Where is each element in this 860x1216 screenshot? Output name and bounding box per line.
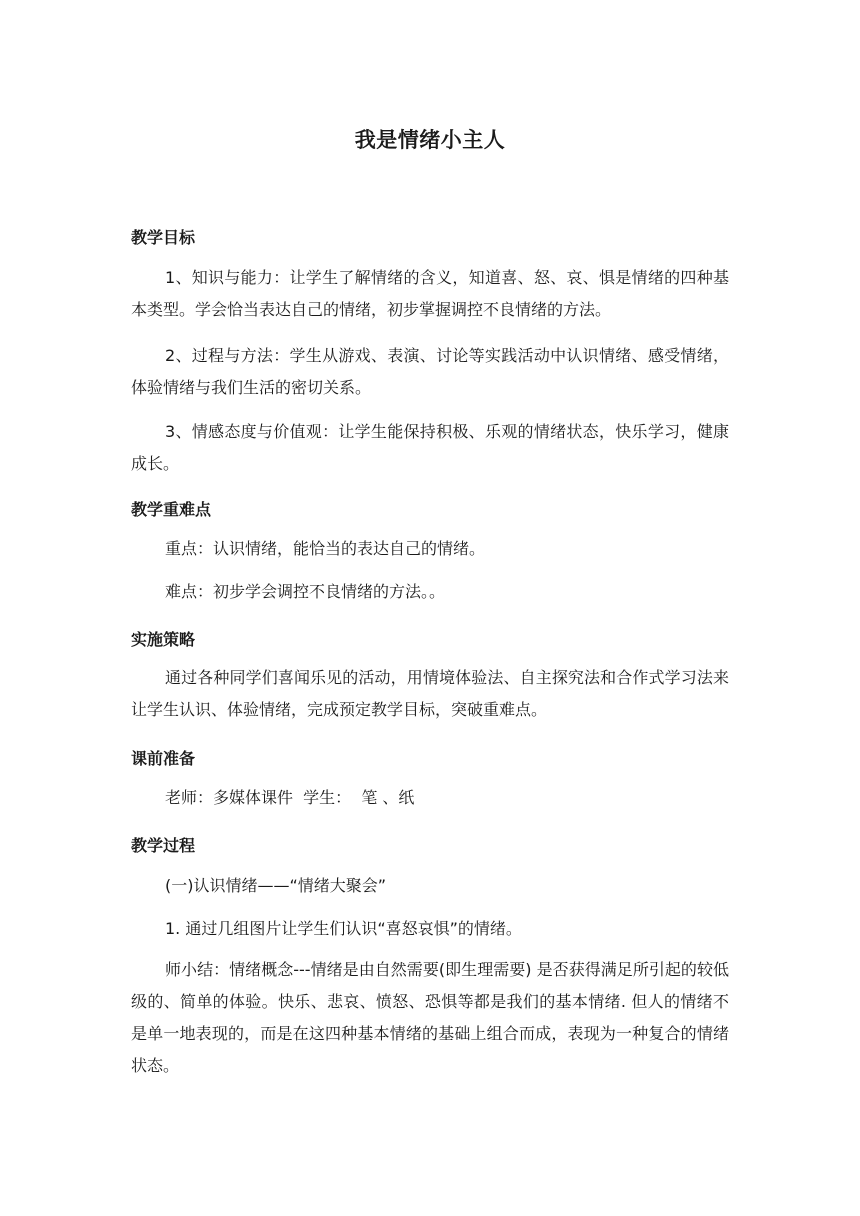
- section-heading-preparation: 课前准备: [131, 749, 196, 768]
- process-step-1: 1. 通过几组图片让学生们认识“喜怒哀惧”的情绪。: [165, 919, 522, 938]
- section-heading-goals: 教学目标: [131, 228, 196, 247]
- key-point-focus: 重点：认识情绪，能恰当的表达自己的情绪。: [165, 539, 486, 558]
- goal-item-2: 2、过程与方法：学生从游戏、表演、讨论等实践活动中认识情绪、感受情绪，体验情绪与我们生活的密切关系。: [131, 346, 729, 397]
- strategy-text: 通过各种同学们喜闻乐见的活动，用情境体验法、自主探究法和合作式学习法来让学生认识、体验情绪，完成预定教学目标，突破重难点。: [131, 668, 729, 719]
- section-heading-strategy: 实施策略: [131, 630, 196, 649]
- process-summary: 师小结：情绪概念---情绪是由自然需要(即生理需要) 是否获得满足所引起的较低级的、简单的体验。快乐、悲哀、愤怒、恐惧等都是我们的基本情绪. 但人的情绪不是单一地表现的，而是在这四种基本情绪的基础上组合而成，表现为一种复合的情绪状态。: [131, 960, 729, 1075]
- section-heading-key-points: 教学重难点: [131, 500, 212, 519]
- key-point-difficulty: 难点：初步学会调控不良情绪的方法。。: [165, 582, 446, 601]
- preparation-text: 老师：多媒体课件 学生： 笔 、纸: [165, 788, 415, 807]
- goal-item-3: 3、情感态度与价值观：让学生能保持积极、乐观的情绪状态，快乐学习，健康成长。: [131, 422, 729, 473]
- document-title: 我是情绪小主人: [354, 128, 506, 152]
- process-subheading: (一)认识情绪——“情绪大聚会”: [165, 876, 387, 895]
- section-heading-process: 教学过程: [131, 836, 196, 855]
- goal-item-1: 1、知识与能力：让学生了解情绪的含义，知道喜、怒、哀、惧是情绪的四种基本类型。学会恰当表达自己的情绪，初步掌握调控不良情绪的方法。: [131, 268, 729, 319]
